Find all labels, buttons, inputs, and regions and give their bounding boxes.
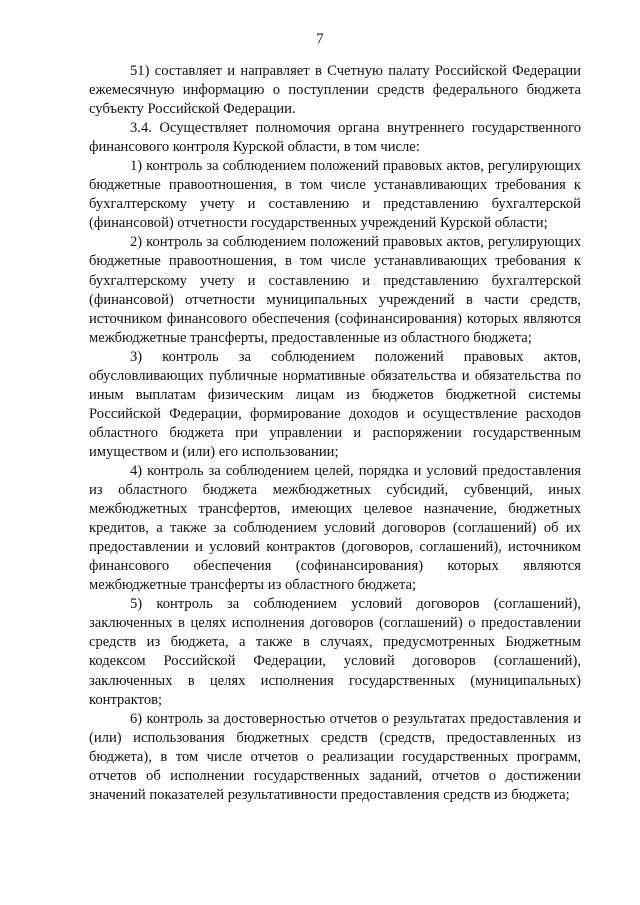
paragraph-item-1: 1) контроль за соблюдением положений правовых актов, регулирующих бюджетные правоотношения, в том числе устанавливающих требования к бухгалтерскому учету и составлению и представлению бухгалтерской (финансовой) отчетности государственных учреждений Курской области; [89, 158, 581, 232]
paragraph-item-3: 3) контроль за соблюдением положений правовых актов, обусловливающих публичные нормативные обязательства и обязательства по иным выплатам физическим лицам из бюджетов бюджетной системы Российской Федерации, формирование доходов и осуществление расходов областного бюджета при управлении и распоряжении государственным имуществом и (или) его использовании; [89, 348, 581, 460]
page-number: 7 [316, 31, 324, 47]
paragraph-item-51: 51) составляет и направляет в Счетную палату Российской Федерации ежемесячную информацию о поступлении средств федерального бюджета субъекту Российской Федерации. [89, 63, 581, 118]
paragraph-item-2: 2) контроль за соблюдением положений правовых актов, регулирующих бюджетные правоотношения, в том числе устанавливающих требования к бухгалтерскому учету и составлению и представлению бухгалтерской (финансовой) отчетности муниципальных учреждений в части средств, источником финансового обеспечения (софинансирования) которых являются межбюджетные трансферты, предоставленные из областного бюджета; [89, 234, 581, 346]
paragraph-item-4: 4) контроль за соблюдением целей, порядка и условий предоставления из областного бюджета межбюджетных субсидий, субвенций, иных межбюджетных трансфертов, имеющих целевое назначение, бюджетных кредитов, а также за соблюдением условий договоров (соглашений) об их предоставлении и условий контрактов (договоров, соглашений), источником финансового обеспечения (софинансирования) которых являются межбюджетные трансферты из областного бюджета; [89, 462, 581, 594]
paragraph-section-3-4: 3.4. Осуществляет полномочия органа внутреннего государственного финансового контроля Курской области, в том числе: [89, 120, 581, 156]
paragraph-item-6: 6) контроль за достоверностью отчетов о результатах предоставления и (или) использования бюджетных средств (средств, предоставленных из бюджета), в том числе отчетов о реализации государственных программ, отчетов об исполнении государственных заданий, отчетов о достижении значений показателей результативности предоставления средств из бюджета; [89, 710, 581, 803]
paragraph-item-5: 5) контроль за соблюдением условий договоров (соглашений), заключенных в целях исполнения договоров (соглашений) о предоставлении средств из бюджета, а также в случаях, предусмотренных Бюджетным кодексом Российской Федерации, условий договоров (соглашений), заключенных в целях исполнения государственных (муниципальных) контрактов; [89, 596, 581, 708]
document-body [89, 62, 581, 805]
